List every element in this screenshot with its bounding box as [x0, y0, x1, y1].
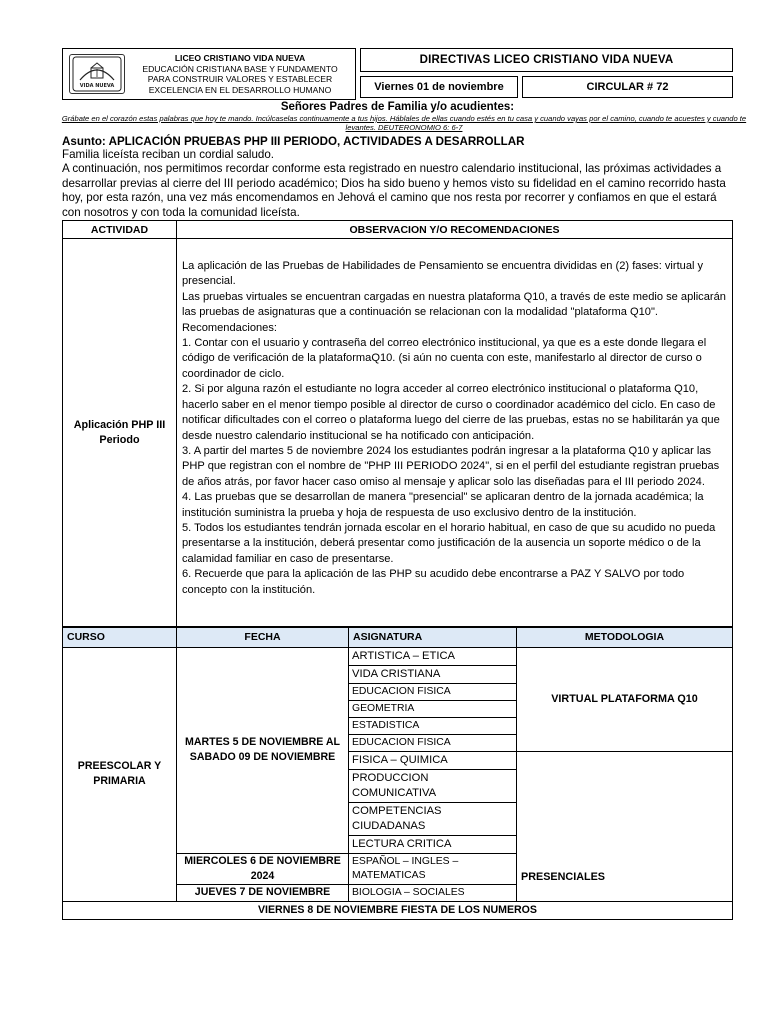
circular-page [61, 48, 747, 920]
greeting: Señores Padres de Familia y/o acudientes: [280, 101, 515, 113]
intro-greeting: Familia liceísta reciban un cordial saludo. [62, 148, 275, 161]
bible-verse: Grábate en el corazón estas palabras que hoy te mando. Incúlcaselas continuamente a tus hijos. Háblales de ellas cuando estés en tu casa y cuando vayas por el camino, cuando te acuestes y cuando te levantes. DEUTERONOMIO 6: 6-7 [61, 114, 747, 132]
method-presencial: PRESENCIALES [517, 751, 733, 901]
observations-cell [177, 239, 733, 627]
header [62, 48, 733, 100]
obs-paragraph: Recomendaciones: [182, 321, 277, 334]
schedule-table [62, 627, 733, 920]
circular-number: CIRCULAR # 72 [522, 76, 733, 98]
date-label: JUEVES 7 DE NOVIEMBRE [194, 886, 331, 899]
subject-cell: COMPETENCIAS CIUDADANAS [349, 802, 517, 835]
header-metodologia: METODOLOGIA [517, 627, 733, 647]
obs-paragraph: 6. Recuerde que para la aplicación de las PHP su acudido debe encontrarse a PAZ Y SALVO por todo concepto con la institución. [182, 568, 685, 596]
obs-paragraph: 1. Contar con el usuario y contraseña del correo electrónico institucional, ya que es a este donde llegara el código de verificación de la plataformaQ10. (si aún no cuenta con este, manifestarlo al director de curso o coordinador de ciclo. [182, 337, 707, 380]
date-cell [177, 884, 349, 901]
subject-line: Asunto: APLICACIÓN PRUEBAS PHP III PERIODO, ACTIVIDADES A DESARROLLAR [62, 135, 525, 148]
date-cell [177, 853, 349, 884]
school-seal-icon [72, 56, 122, 92]
method-virtual: VIRTUAL PLATAFORMA Q10 [517, 647, 733, 751]
subject-cell: FISICA – QUIMICA [349, 751, 517, 769]
subject-cell: LECTURA CRITICA [349, 835, 517, 853]
obs-paragraph: Las pruebas virtuales se encuentran cargadas en nuestra plataforma Q10, a través de este medio se aplicarán las pruebas de asignaturas que a continuación se relacionan con la modalidad "plataforma Q10". [182, 290, 726, 319]
circular-date: Viernes 01 de noviembre [360, 76, 518, 98]
date-label: MARTES 5 DE NOVIEMBRE AL SABADO 09 DE NOVIEMBRE [185, 736, 340, 764]
directive-title: DIRECTIVAS LICEO CRISTIANO VIDA NUEVA [360, 48, 733, 72]
course-cell [63, 647, 177, 901]
subject-cell: ESPAÑOL – INGLES – MATEMATICAS [349, 853, 517, 884]
subject-cell: ARTISTICA – ETICA [349, 647, 517, 665]
header-observacion: OBSERVACION Y/O RECOMENDACIONES [177, 221, 733, 239]
date-cell [177, 647, 349, 853]
activities-table [62, 220, 733, 627]
school-logo [69, 54, 125, 94]
svg-text:VIDA NUEVA: VIDA NUEVA [79, 83, 115, 89]
subject-cell: GEOMETRIA [349, 700, 517, 717]
obs-paragraph: 2. Si por alguna razón el estudiante no logra acceder al correo electrónico institucional o plataforma Q10, hacerlo saber en el menor tiempo posible al director de curso o coordinador académico del ciclo. En caso de notificar dificultades con el correo o plataforma luego del cierre de las pruebas, estas no se habilitarán ya que desde nuestro calendario institucional se ha notificado con anticipación. [182, 383, 720, 442]
school-text [125, 53, 355, 95]
directive-box [360, 48, 733, 100]
subject-cell: BIOLOGIA – SOCIALES [349, 884, 517, 901]
obs-paragraph: 4. Las pruebas que se desarrollan de manera "presencial" se aplicaran dentro de la jornada académica; la institución suministra la prueba y hoja de respuesta de uso exclusivo dentro de la institución. [182, 491, 704, 519]
header-asignatura: ASIGNATURA [349, 627, 517, 647]
activity-name [63, 239, 177, 627]
school-line: EDUCACIÓN CRISTIANA BASE Y FUNDAMENTO [142, 63, 338, 74]
subject-cell: VIDA CRISTIANA [349, 665, 517, 683]
subject-cell: PRODUCCION COMUNICATIVA [349, 769, 517, 802]
intro-paragraph: A continuación, nos permitimos recordar conforme esta registrado en nuestro calendario institucional, las próximas actividades a desarrollar previas al cierre del III periodo académico; Dios ha sido bueno y hemos visto su fidelidad en el camino recorrido hasta hoy, por esta razón, una vez más encomendamos en Jehová el camino que nos resta por recorrer y confiamos en que el estará con nosotros y con toda la comunidad liceísta. [62, 162, 726, 219]
course-label: PREESCOLAR Y PRIMARIA [77, 760, 162, 788]
header-curso: CURSO [63, 627, 177, 647]
obs-paragraph: 5. Todos los estudiantes tendrán jornada escolar en el horario habitual, en caso de que su acudido no pueda presentarse a la institución, deberá presentar como justificación de la ausencia un soporte médico o de la calamidad familiar en caso de presentarse. [182, 521, 716, 565]
obs-paragraph: 3. A partir del martes 5 de noviembre 2024 los estudiantes podrán ingresar a la plataforma Q10 y aplicar las PHP que registran con el nombre de "PHP III PERIODO 2024", si en el perfil del estudiante registran pruebas de años atrás, por favor hacer caso omiso al mensaje y aplicar solo las diseñadas para el III periodo 2024. [182, 444, 720, 488]
school-name: LICEO CRISTIANO VIDA NUEVA [174, 53, 306, 63]
subject-cell: ESTADISTICA [349, 717, 517, 734]
school-info-box [62, 48, 356, 100]
obs-paragraph: La aplicación de las Pruebas de Habilidades de Pensamiento se encuentra divididas en (2) fases: virtual y presencial. [182, 260, 704, 288]
school-line: EXCELENCIA EN EL DESARROLLO HUMANO [148, 84, 332, 95]
subject-cell: EDUCACION FISICA [349, 734, 517, 751]
activity-label: Aplicación PHP III Periodo [73, 418, 166, 446]
header-fecha: FECHA [177, 627, 349, 647]
school-line: PARA CONSTRUIR VALORES Y ESTABLECER [147, 74, 333, 84]
header-actividad: ACTIVIDAD [63, 221, 177, 239]
footer-event: VIERNES 8 DE NOVIEMBRE FIESTA DE LOS NUMEROS [63, 901, 733, 919]
subject-cell: EDUCACION FISICA [349, 683, 517, 700]
date-label: MIERCOLES 6 DE NOVIEMBRE 2024 [184, 854, 341, 882]
